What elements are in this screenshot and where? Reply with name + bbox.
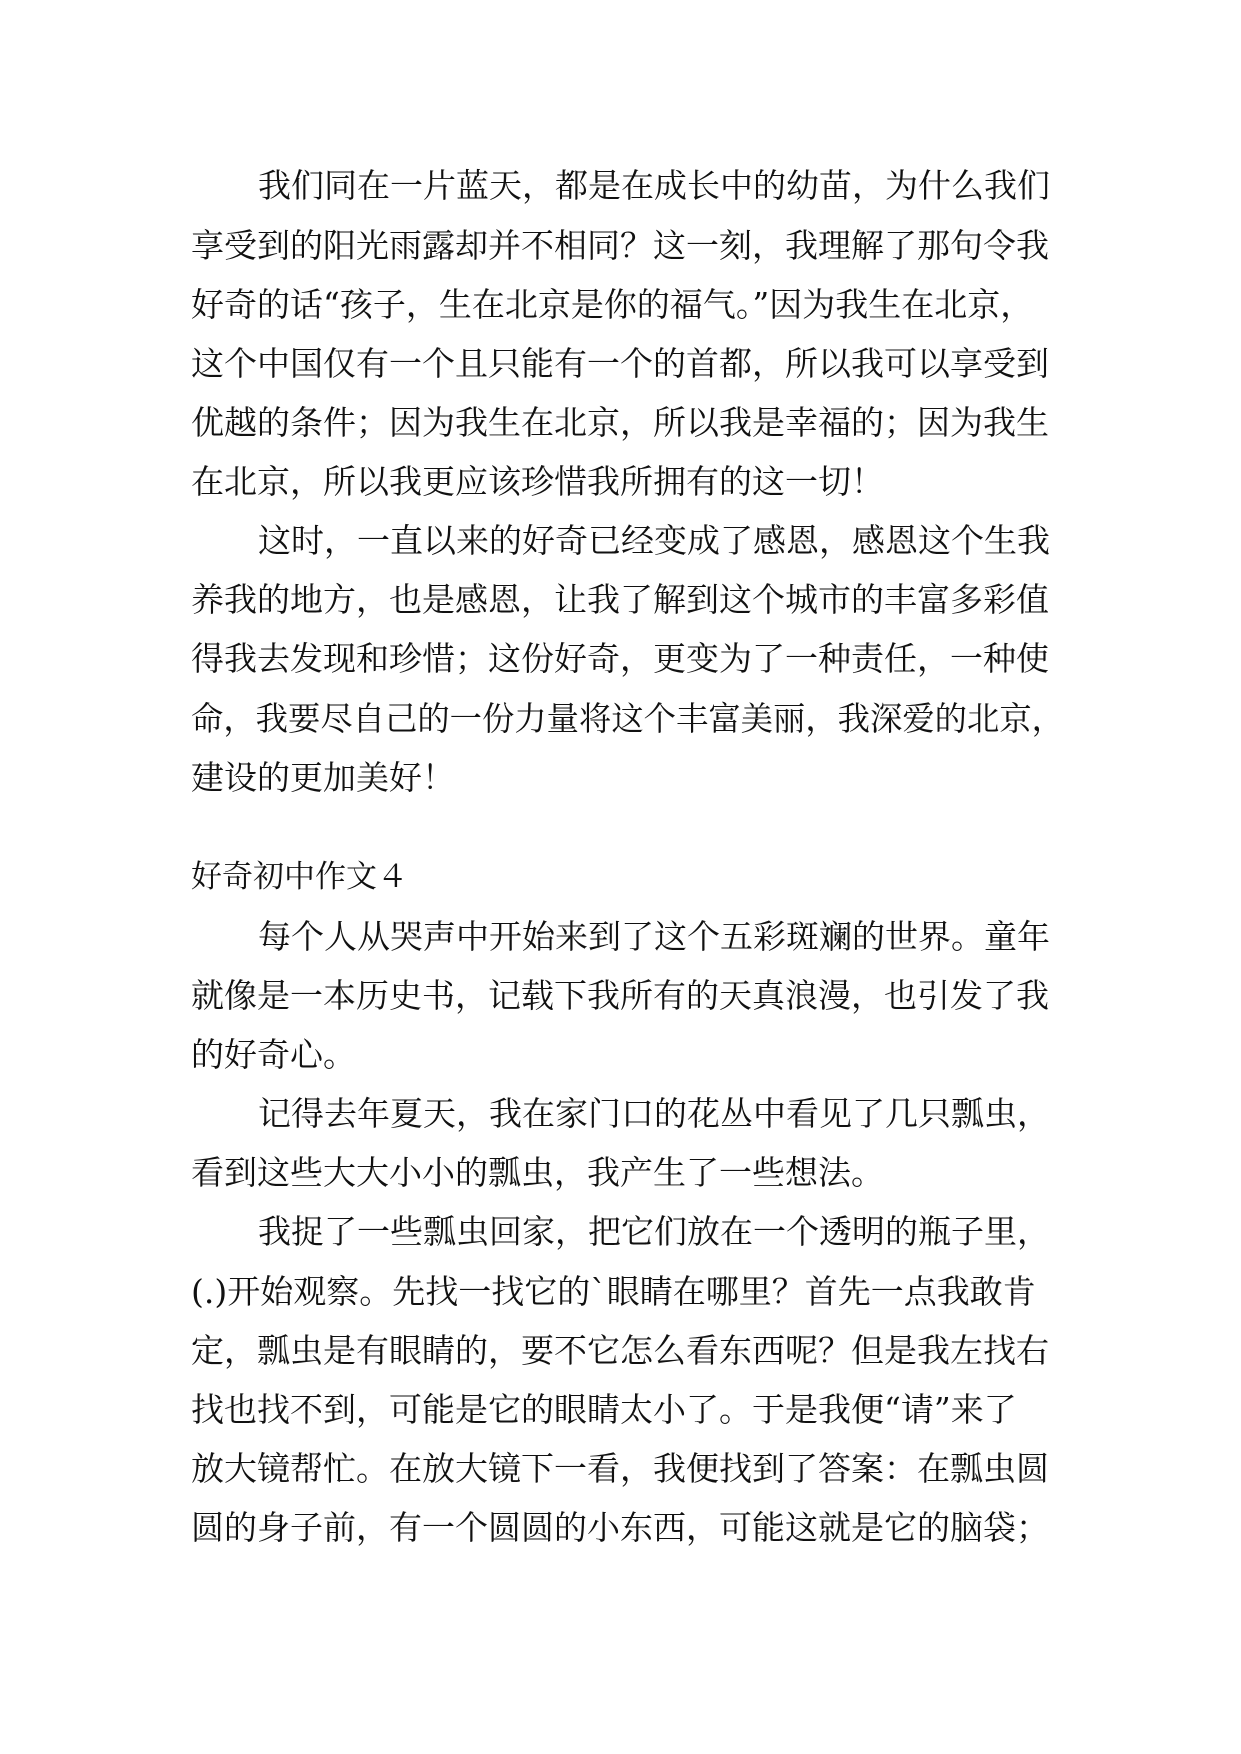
paragraph-line: 每个人从哭声中开始来到了这个五彩斑斓的世界。童年 [258,917,1050,956]
paragraph-line: 我们同在一片蓝天，都是在成长中的幼苗，为什么我们 [258,166,1050,205]
paragraph-line: (.)开始观察。先找一找它的`眼睛在哪里？首先一点我敢肯 [191,1272,1036,1311]
paragraph-line: 命，我要尽自己的一份力量将这个丰富美丽，我深爱的北京， [191,699,1064,738]
paragraph-line: 这时，一直以来的好奇已经变成了感恩，感恩这个生我 [258,521,1050,560]
paragraph-line: 得我去发现和珍惜；这份好奇，更变为了一种责任，一种使 [191,639,1049,678]
paragraph-line: 的好奇心。 [191,1035,356,1074]
paragraph-line: 在北京，所以我更应该珍惜我所拥有的这一切！ [191,462,884,501]
paragraph-line: 我捉了一些瓢虫回家，把它们放在一个透明的瓶子里， [258,1212,1050,1251]
paragraph-line: 圆的身子前，有一个圆圆的小东西，可能这就是它的脑袋； [191,1508,1049,1547]
paragraph-line: 就像是一本历史书，记载下我所有的天真浪漫，也引发了我 [191,976,1049,1015]
paragraph-line: 记得去年夏天，我在家门口的花丛中看见了几只瓢虫， [258,1094,1050,1133]
paragraph-line: 享受到的阳光雨露却并不相同？这一刻，我理解了那句令我 [191,226,1049,265]
paragraph-line: 建设的更加美好！ [191,758,455,797]
paragraph-line: 放大镜帮忙。在放大镜下一看，我便找到了答案：在瓢虫圆 [191,1449,1049,1488]
paragraph-line: 养我的地方，也是感恩，让我了解到这个城市的丰富多彩值 [191,580,1049,619]
paragraph-line: 好奇的话“孩子，生在北京是你的福气。”因为我生在北京， [191,285,1034,324]
paragraph-line: 这个中国仅有一个且只能有一个的首都，所以我可以享受到 [191,344,1049,383]
paragraph-line: 找也找不到，可能是它的眼睛太小了。于是我便“请”来了 [191,1390,1017,1429]
paragraph-line: 定，瓢虫是有眼睛的，要不它怎么看东西呢？但是我左找右 [191,1331,1049,1370]
paragraph-line: 优越的条件；因为我生在北京，所以我是幸福的；因为我生 [191,403,1049,442]
section-heading: 好奇初中作文４ [191,859,408,895]
paragraph-line: 看到这些大大小小的瓢虫，我产生了一些想法。 [191,1153,884,1192]
